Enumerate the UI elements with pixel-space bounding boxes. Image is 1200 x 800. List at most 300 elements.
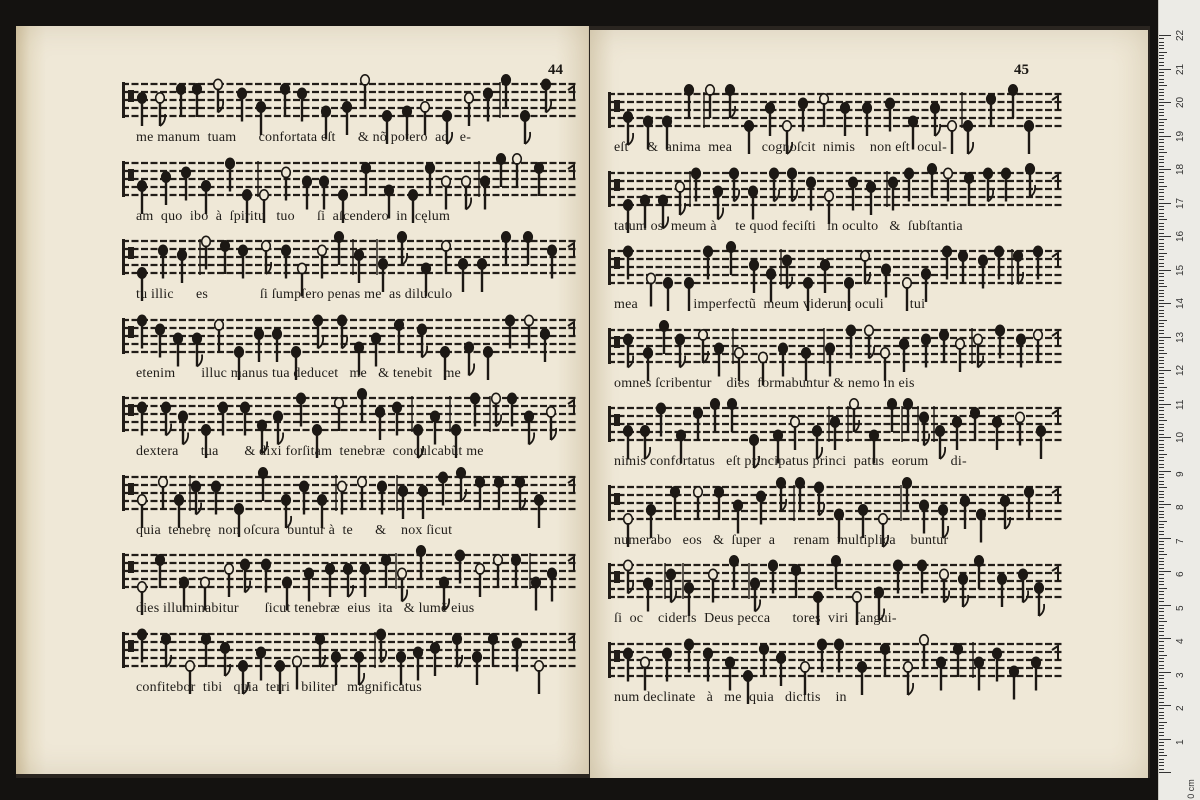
music-system <box>120 469 582 543</box>
staff <box>120 626 582 686</box>
ruler-tick <box>1159 65 1164 66</box>
ruler-number: 19 <box>1175 130 1186 142</box>
ruler-tick <box>1159 219 1167 220</box>
ruler-number: 16 <box>1175 230 1186 242</box>
note-icon <box>414 647 423 680</box>
ruler-tick <box>1159 146 1164 147</box>
ruler-tick <box>1159 474 1164 475</box>
ruler-tick <box>1159 588 1167 589</box>
ruler-tick <box>1159 320 1167 321</box>
ruler-tick <box>1159 477 1164 478</box>
note-icon <box>779 343 788 376</box>
ruler-tick <box>1159 661 1164 662</box>
ruler-tick <box>1159 236 1171 237</box>
note-icon <box>431 411 440 444</box>
page-number-right: 45 <box>1014 62 1029 78</box>
ruler-tick <box>1159 367 1164 368</box>
note-icon <box>900 338 909 371</box>
note-icon <box>419 485 428 518</box>
note-icon <box>372 333 381 366</box>
note-icon <box>867 181 876 214</box>
ruler-tick <box>1159 52 1167 53</box>
ruler-tick <box>1159 551 1164 552</box>
ruler-tick <box>1159 270 1171 271</box>
ruler-tick <box>1159 578 1164 579</box>
note-icon <box>320 176 329 209</box>
note-icon <box>1001 495 1010 528</box>
clef-icon <box>608 249 611 285</box>
ruler-tick <box>1159 440 1164 441</box>
ruler-tick <box>1159 296 1164 297</box>
note-icon <box>1032 657 1041 690</box>
ruler-tick <box>1159 330 1164 331</box>
lyric-line: etenim illuc manus tua deducet me & tenebit me <box>136 365 461 381</box>
ruler-number: 2 <box>1175 705 1186 711</box>
ruler-tick <box>1159 263 1164 264</box>
clef-icon <box>608 328 611 364</box>
ruler-tick <box>1159 112 1164 113</box>
ruler-tick <box>1159 189 1164 190</box>
ruler-tick <box>1159 340 1164 341</box>
note-icon <box>473 651 482 684</box>
ruler-tick <box>1159 400 1164 401</box>
clef-mark <box>614 257 620 269</box>
ruler-tick <box>1159 363 1164 364</box>
ruler-tick <box>1159 404 1171 405</box>
ruler-tick <box>1159 651 1164 652</box>
music-system <box>606 322 1066 396</box>
ruler-tick <box>1159 628 1164 629</box>
ruler-tick <box>1159 745 1164 746</box>
ruler-tick <box>1159 460 1164 461</box>
note-icon <box>937 657 946 690</box>
ruler-tick <box>1159 618 1164 619</box>
music-system <box>606 479 1066 553</box>
ruler-tick <box>1159 621 1167 622</box>
ruler-tick <box>1159 641 1164 642</box>
music-system <box>120 76 582 150</box>
note-icon <box>162 171 171 204</box>
ruler-tick <box>1159 35 1171 36</box>
ruler-tick <box>1159 337 1171 338</box>
ruler-tick <box>1159 152 1167 153</box>
ruler-tick <box>1159 169 1171 170</box>
ruler-tick <box>1159 487 1167 488</box>
note-icon <box>904 661 913 694</box>
ruler-tick <box>1159 373 1164 374</box>
ruler-number: 1 <box>1175 738 1186 745</box>
left-page <box>16 26 589 774</box>
clef-icon <box>122 161 125 197</box>
ruler-number: 9 <box>1175 470 1186 477</box>
note-icon <box>751 578 760 611</box>
ruler-tick <box>1159 534 1164 535</box>
music-system <box>120 626 582 700</box>
ruler-tick <box>1159 82 1164 83</box>
ruler-tick <box>1159 42 1164 43</box>
ruler-tick <box>1159 92 1164 93</box>
ruler-tick <box>1159 494 1164 495</box>
note-icon <box>225 564 234 597</box>
ruler-number: 22 <box>1175 29 1186 41</box>
ruler-tick <box>1159 192 1164 193</box>
note-icon <box>465 342 474 375</box>
ruler-number: 8 <box>1175 504 1186 510</box>
ruler-tick <box>1159 672 1171 673</box>
ruler-tick <box>1159 705 1171 706</box>
ruler-tick <box>1159 266 1164 267</box>
ruler-tick <box>1159 370 1171 371</box>
ruler-tick <box>1159 668 1164 669</box>
ruler-tick <box>1159 434 1164 435</box>
ruler-tick <box>1159 62 1164 63</box>
page-number-left: 44 <box>548 62 563 78</box>
ruler-tick <box>1159 548 1164 549</box>
ruler-tick <box>1159 407 1164 408</box>
ruler-tick <box>1159 172 1164 173</box>
clef-icon <box>608 406 611 442</box>
ruler-tick <box>1159 360 1164 361</box>
clef-icon <box>122 396 125 432</box>
note-icon <box>959 574 968 607</box>
right-page <box>590 30 1148 778</box>
ruler-tick <box>1159 303 1171 304</box>
ruler-tick <box>1159 698 1164 699</box>
ruler-tick <box>1159 648 1164 649</box>
ruler-tick <box>1159 514 1164 515</box>
ruler-tick <box>1159 156 1164 157</box>
ruler-tick <box>1159 129 1164 130</box>
ruler-number: 3 <box>1175 671 1186 678</box>
ruler-tick <box>1159 665 1164 666</box>
ruler-tick <box>1159 574 1164 575</box>
note-icon <box>821 260 830 293</box>
staff <box>120 312 582 372</box>
ruler-tick <box>1159 176 1164 177</box>
ruler-number: 12 <box>1175 364 1186 376</box>
ruler-tick <box>1159 718 1164 719</box>
note-icon <box>476 564 485 597</box>
staff <box>120 469 582 529</box>
note-icon <box>750 260 759 293</box>
ruler-tick <box>1159 390 1164 391</box>
note-icon <box>734 500 743 533</box>
ruler-tick <box>1159 199 1164 200</box>
ruler-tick <box>1159 79 1164 80</box>
lyric-line: confitebor tibi quia terri biliter magnificatus <box>136 679 422 695</box>
ruler-number: 4 <box>1175 638 1186 644</box>
lyric-line: tatum os meum à te quod feciſti in oculto & ſubſtantia <box>614 218 963 234</box>
music-system <box>120 155 582 229</box>
ruler-number: 18 <box>1175 163 1186 175</box>
music-system <box>120 312 582 386</box>
open-book <box>16 26 1150 778</box>
clef-mark <box>128 561 134 573</box>
ruler-tick <box>1159 95 1164 96</box>
music-system <box>120 547 582 621</box>
clef-mark <box>128 90 134 102</box>
ruler-tick <box>1159 581 1164 582</box>
ruler-tick <box>1159 584 1164 585</box>
music-system <box>606 400 1066 474</box>
clef-icon <box>608 485 611 521</box>
ruler-tick <box>1159 414 1164 415</box>
ruler-tick <box>1159 149 1164 150</box>
music-system <box>606 557 1066 631</box>
note-icon <box>525 411 534 444</box>
ruler-tick <box>1159 69 1171 70</box>
ruler-tick <box>1159 290 1164 291</box>
music-system <box>120 390 582 464</box>
ruler-tick <box>1159 125 1164 126</box>
music-system <box>606 165 1066 239</box>
clef-mark <box>614 650 620 662</box>
note-icon <box>831 417 840 450</box>
lyric-line: ſi oc cideris Deus pecca tores viri ſangui- <box>614 611 897 626</box>
ruler-tick <box>1159 702 1164 703</box>
staff <box>120 76 582 136</box>
ruler-tick <box>1159 638 1171 639</box>
ruler-tick <box>1159 213 1164 214</box>
ruler-number: 13 <box>1175 331 1186 343</box>
ruler-tick <box>1159 759 1164 760</box>
ruler-tick <box>1159 598 1164 599</box>
note-icon <box>975 657 984 690</box>
lyric-line: numerabo eos & ſuper a renam multiplica buntur <box>614 532 949 548</box>
ruler-tick <box>1159 48 1164 49</box>
staff <box>120 155 582 215</box>
ruler-tick <box>1159 454 1167 455</box>
ruler-tick <box>1159 383 1164 384</box>
staff <box>120 390 582 450</box>
ruler-tick <box>1159 420 1167 421</box>
ruler-tick <box>1159 715 1164 716</box>
ruler-tick <box>1159 323 1164 324</box>
ruler-number: 7 <box>1175 537 1186 544</box>
ruler-tick <box>1159 196 1164 197</box>
ruler-tick <box>1159 380 1164 381</box>
staff <box>606 322 1066 382</box>
note-icon <box>964 121 973 154</box>
note-icon <box>815 482 824 515</box>
clef-icon <box>122 632 125 668</box>
ruler-tick <box>1159 722 1167 723</box>
note-icon <box>478 259 487 292</box>
staff <box>120 233 582 293</box>
note-icon <box>961 495 970 528</box>
note-icon <box>977 509 986 542</box>
ruler-tick <box>1159 105 1164 106</box>
note-icon <box>641 657 650 690</box>
note-icon <box>948 121 957 154</box>
ruler-tick <box>1159 591 1164 592</box>
clef-icon <box>122 239 125 275</box>
ruler-tick <box>1159 735 1164 736</box>
ruler-number: 11 <box>1175 399 1186 410</box>
ruler-tick <box>1159 688 1167 689</box>
ruler-number: 15 <box>1175 264 1186 276</box>
ruler-tick <box>1159 122 1164 123</box>
note-icon <box>138 93 147 126</box>
ruler-tick <box>1159 182 1164 183</box>
note-icon <box>548 568 557 601</box>
note-icon <box>541 328 550 361</box>
ruler-tick <box>1159 283 1164 284</box>
ruler-tick <box>1159 564 1164 565</box>
ruler-tick <box>1159 310 1164 311</box>
ruler-tick <box>1159 742 1164 743</box>
ruler-tick <box>1159 427 1164 428</box>
ruler-tick <box>1159 300 1164 301</box>
ruler-tick <box>1159 635 1164 636</box>
ruler-tick <box>1159 162 1164 163</box>
ruler-tick <box>1159 521 1167 522</box>
ruler-tick <box>1159 259 1164 260</box>
ruler-tick <box>1159 89 1164 90</box>
ruler-tick <box>1159 115 1164 116</box>
lyric-line: nimis confortatus eſt principatus princi patus eorum di- <box>614 454 967 469</box>
ruler-tick <box>1159 417 1164 418</box>
ruler-tick <box>1159 481 1164 482</box>
ruler-tick <box>1159 249 1164 250</box>
ruler-tick <box>1159 186 1167 187</box>
ruler-tick <box>1159 484 1164 485</box>
ruler-tick <box>1159 457 1164 458</box>
ruler-tick <box>1159 139 1164 140</box>
ruler-tick <box>1159 326 1164 327</box>
note-icon <box>179 411 188 444</box>
note-icon <box>791 417 800 450</box>
note-icon <box>749 186 758 219</box>
ruler-tick <box>1159 447 1164 448</box>
ruler-tick <box>1159 769 1164 770</box>
ruler-tick <box>1159 377 1164 378</box>
ruler-tick <box>1159 387 1167 388</box>
note-icon <box>193 333 202 366</box>
clef-mark <box>128 326 134 338</box>
ruler-tick <box>1159 316 1164 317</box>
ruler-tick <box>1159 280 1164 281</box>
note-icon <box>178 250 187 283</box>
note-icon <box>931 103 940 136</box>
note-icon <box>377 629 386 662</box>
clef-mark <box>128 247 134 259</box>
ruler-tick <box>1159 491 1164 492</box>
ruler-tick <box>1159 450 1164 451</box>
ruler-tick <box>1159 226 1164 227</box>
ruler-tick <box>1159 216 1164 217</box>
ruler-unit-label: 0 cm <box>1185 779 1196 799</box>
ruler-tick <box>1159 615 1164 616</box>
note-icon <box>863 103 872 136</box>
note-icon <box>826 343 835 376</box>
staff <box>606 165 1066 225</box>
ruler-tick <box>1159 538 1171 539</box>
staff <box>606 636 1066 696</box>
note-icon <box>1010 666 1019 699</box>
ruler-tick <box>1159 544 1164 545</box>
ruler-tick <box>1159 725 1164 726</box>
music-system <box>606 243 1066 317</box>
ruler-tick <box>1159 229 1164 230</box>
staff <box>606 400 1066 460</box>
ruler-tick <box>1159 256 1164 257</box>
ruler-number: 6 <box>1175 571 1186 577</box>
ruler-tick <box>1159 136 1171 137</box>
ruler-tick <box>1159 678 1164 679</box>
ruler-tick <box>1159 625 1164 626</box>
ruler-tick <box>1159 708 1164 709</box>
ruler-tick <box>1159 75 1164 76</box>
ruler-tick <box>1159 430 1164 431</box>
clef-mark <box>128 404 134 416</box>
note-icon <box>624 560 633 593</box>
ruler-tick <box>1159 350 1164 351</box>
lyric-line: me manum tuam confortata eſt & nõ potero ad e- <box>136 130 472 145</box>
ruler-tick <box>1159 511 1164 512</box>
ruler-tick <box>1159 739 1171 740</box>
note-icon <box>344 564 353 597</box>
ruler-number: 20 <box>1175 96 1186 108</box>
ruler-tick <box>1159 286 1167 287</box>
staff <box>606 243 1066 303</box>
ruler-tick <box>1159 424 1164 425</box>
ruler-tick <box>1159 273 1164 274</box>
ruler-number: 17 <box>1175 197 1186 209</box>
clef-icon <box>122 475 125 511</box>
lyric-line: dies illuminabitur ſicut tenebræ eius ita & lumẽ eius <box>136 601 475 616</box>
ruler-tick <box>1159 132 1164 133</box>
ruler-tick <box>1159 561 1164 562</box>
note-icon <box>953 417 962 450</box>
ruler-tick <box>1159 179 1164 180</box>
ruler-tick <box>1159 692 1164 693</box>
ruler-tick <box>1159 72 1164 73</box>
ruler-tick <box>1159 755 1167 756</box>
ruler-tick <box>1159 333 1164 334</box>
note-icon <box>338 315 347 348</box>
ruler-tick <box>1159 531 1164 532</box>
note-icon <box>624 334 633 367</box>
ruler-tick <box>1159 393 1164 394</box>
note-icon <box>998 574 1007 607</box>
ruler-number: 14 <box>1175 297 1186 309</box>
ruler-tick <box>1159 611 1164 612</box>
music-system <box>606 636 1066 710</box>
note-icon <box>1025 121 1034 154</box>
ruler-tick <box>1159 682 1164 683</box>
ruler-tick <box>1159 159 1164 160</box>
note-icon <box>858 661 867 694</box>
music-system <box>120 233 582 307</box>
ruler-tick <box>1159 85 1167 86</box>
lyric-line: am quo ibo à ſpiritu tuo ſi aſcendero in cęlum <box>136 208 451 224</box>
ruler-tick <box>1159 397 1164 398</box>
ruler-tick <box>1159 752 1164 753</box>
ruler-tick <box>1159 568 1164 569</box>
ruler-tick <box>1159 306 1164 307</box>
note-icon <box>535 494 544 527</box>
note-icon <box>156 93 165 126</box>
clef-icon <box>608 642 611 678</box>
lyric-line: quia tenebrę non oſcura buntur à te & nox ſicut <box>136 522 453 538</box>
ruler-tick <box>1159 109 1164 110</box>
ruler-number: 21 <box>1175 63 1186 75</box>
note-icon <box>920 412 929 445</box>
note-icon <box>274 411 283 444</box>
ruler-tick <box>1159 357 1164 358</box>
ruler-tick <box>1159 353 1167 354</box>
